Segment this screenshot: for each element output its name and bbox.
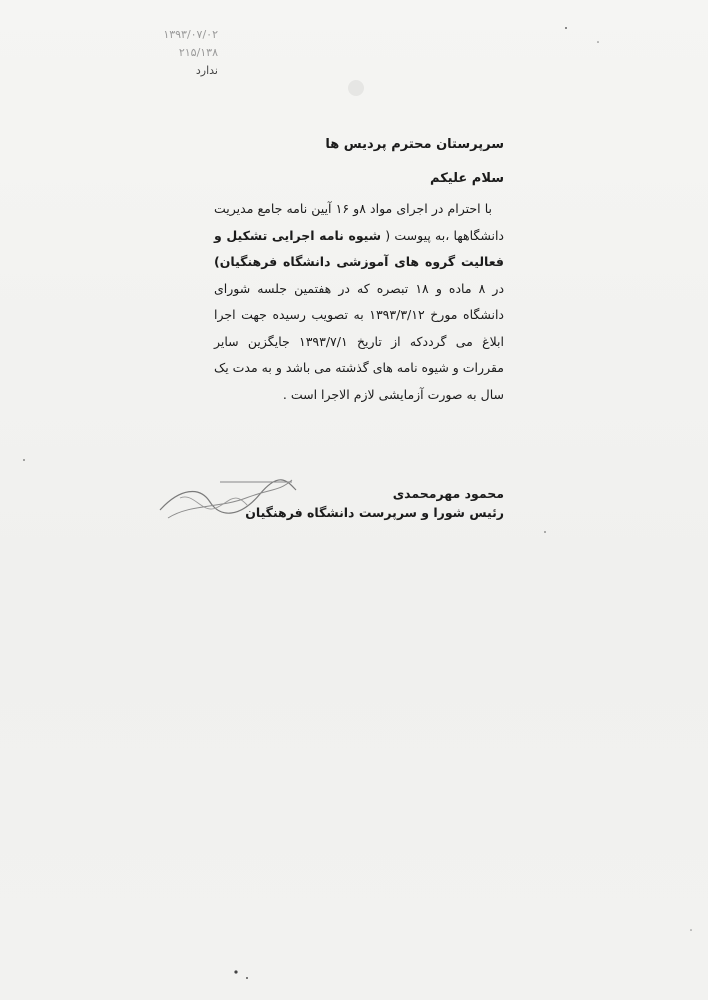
letter-body-part-1: با احترام در اجرای مواد ۸و ۱۶ آیین نامه جامع مدیریت دانشگاهها ،به پیوست ( [214, 201, 504, 243]
letter-date: ۱۳۹۳/۰۷/۰۲ [163, 28, 218, 41]
letter-attachment: ندارد [195, 64, 218, 77]
letter-number: ۲۱۵/۱۳۸ [178, 46, 218, 59]
signer-title: رئیس شورا و سرپرست دانشگاه فرهنگیان [245, 505, 504, 520]
letter-body-bold: شیوه نامه اجرایی تشکیل و فعالیت گروه های آموزشی دانشگاه فرهنگیان) [214, 227, 504, 269]
letter-salutation: سلام علیکم [430, 171, 504, 186]
signer-name: محمود مهرمحمدی [392, 486, 504, 501]
letter-addressee: سرپرستان محترم پردیس ها [325, 137, 504, 152]
letter-body-part-2: در ۸ ماده و ۱۸ تبصره که در هفتمین جلسه شورای دانشگاه مورخ ۱۳۹۳/۳/۱۲ به تصویب رسیده جهت اجرا ابلاغ می گرددکه از تاریخ ۱۳۹۳/۷/۱ جایگزین سایر مقررات و شیوه نامه های گذشته می باشد و به مدت یک سال به صورت آزمایشی لازم الاجرا است . [214, 280, 505, 402]
